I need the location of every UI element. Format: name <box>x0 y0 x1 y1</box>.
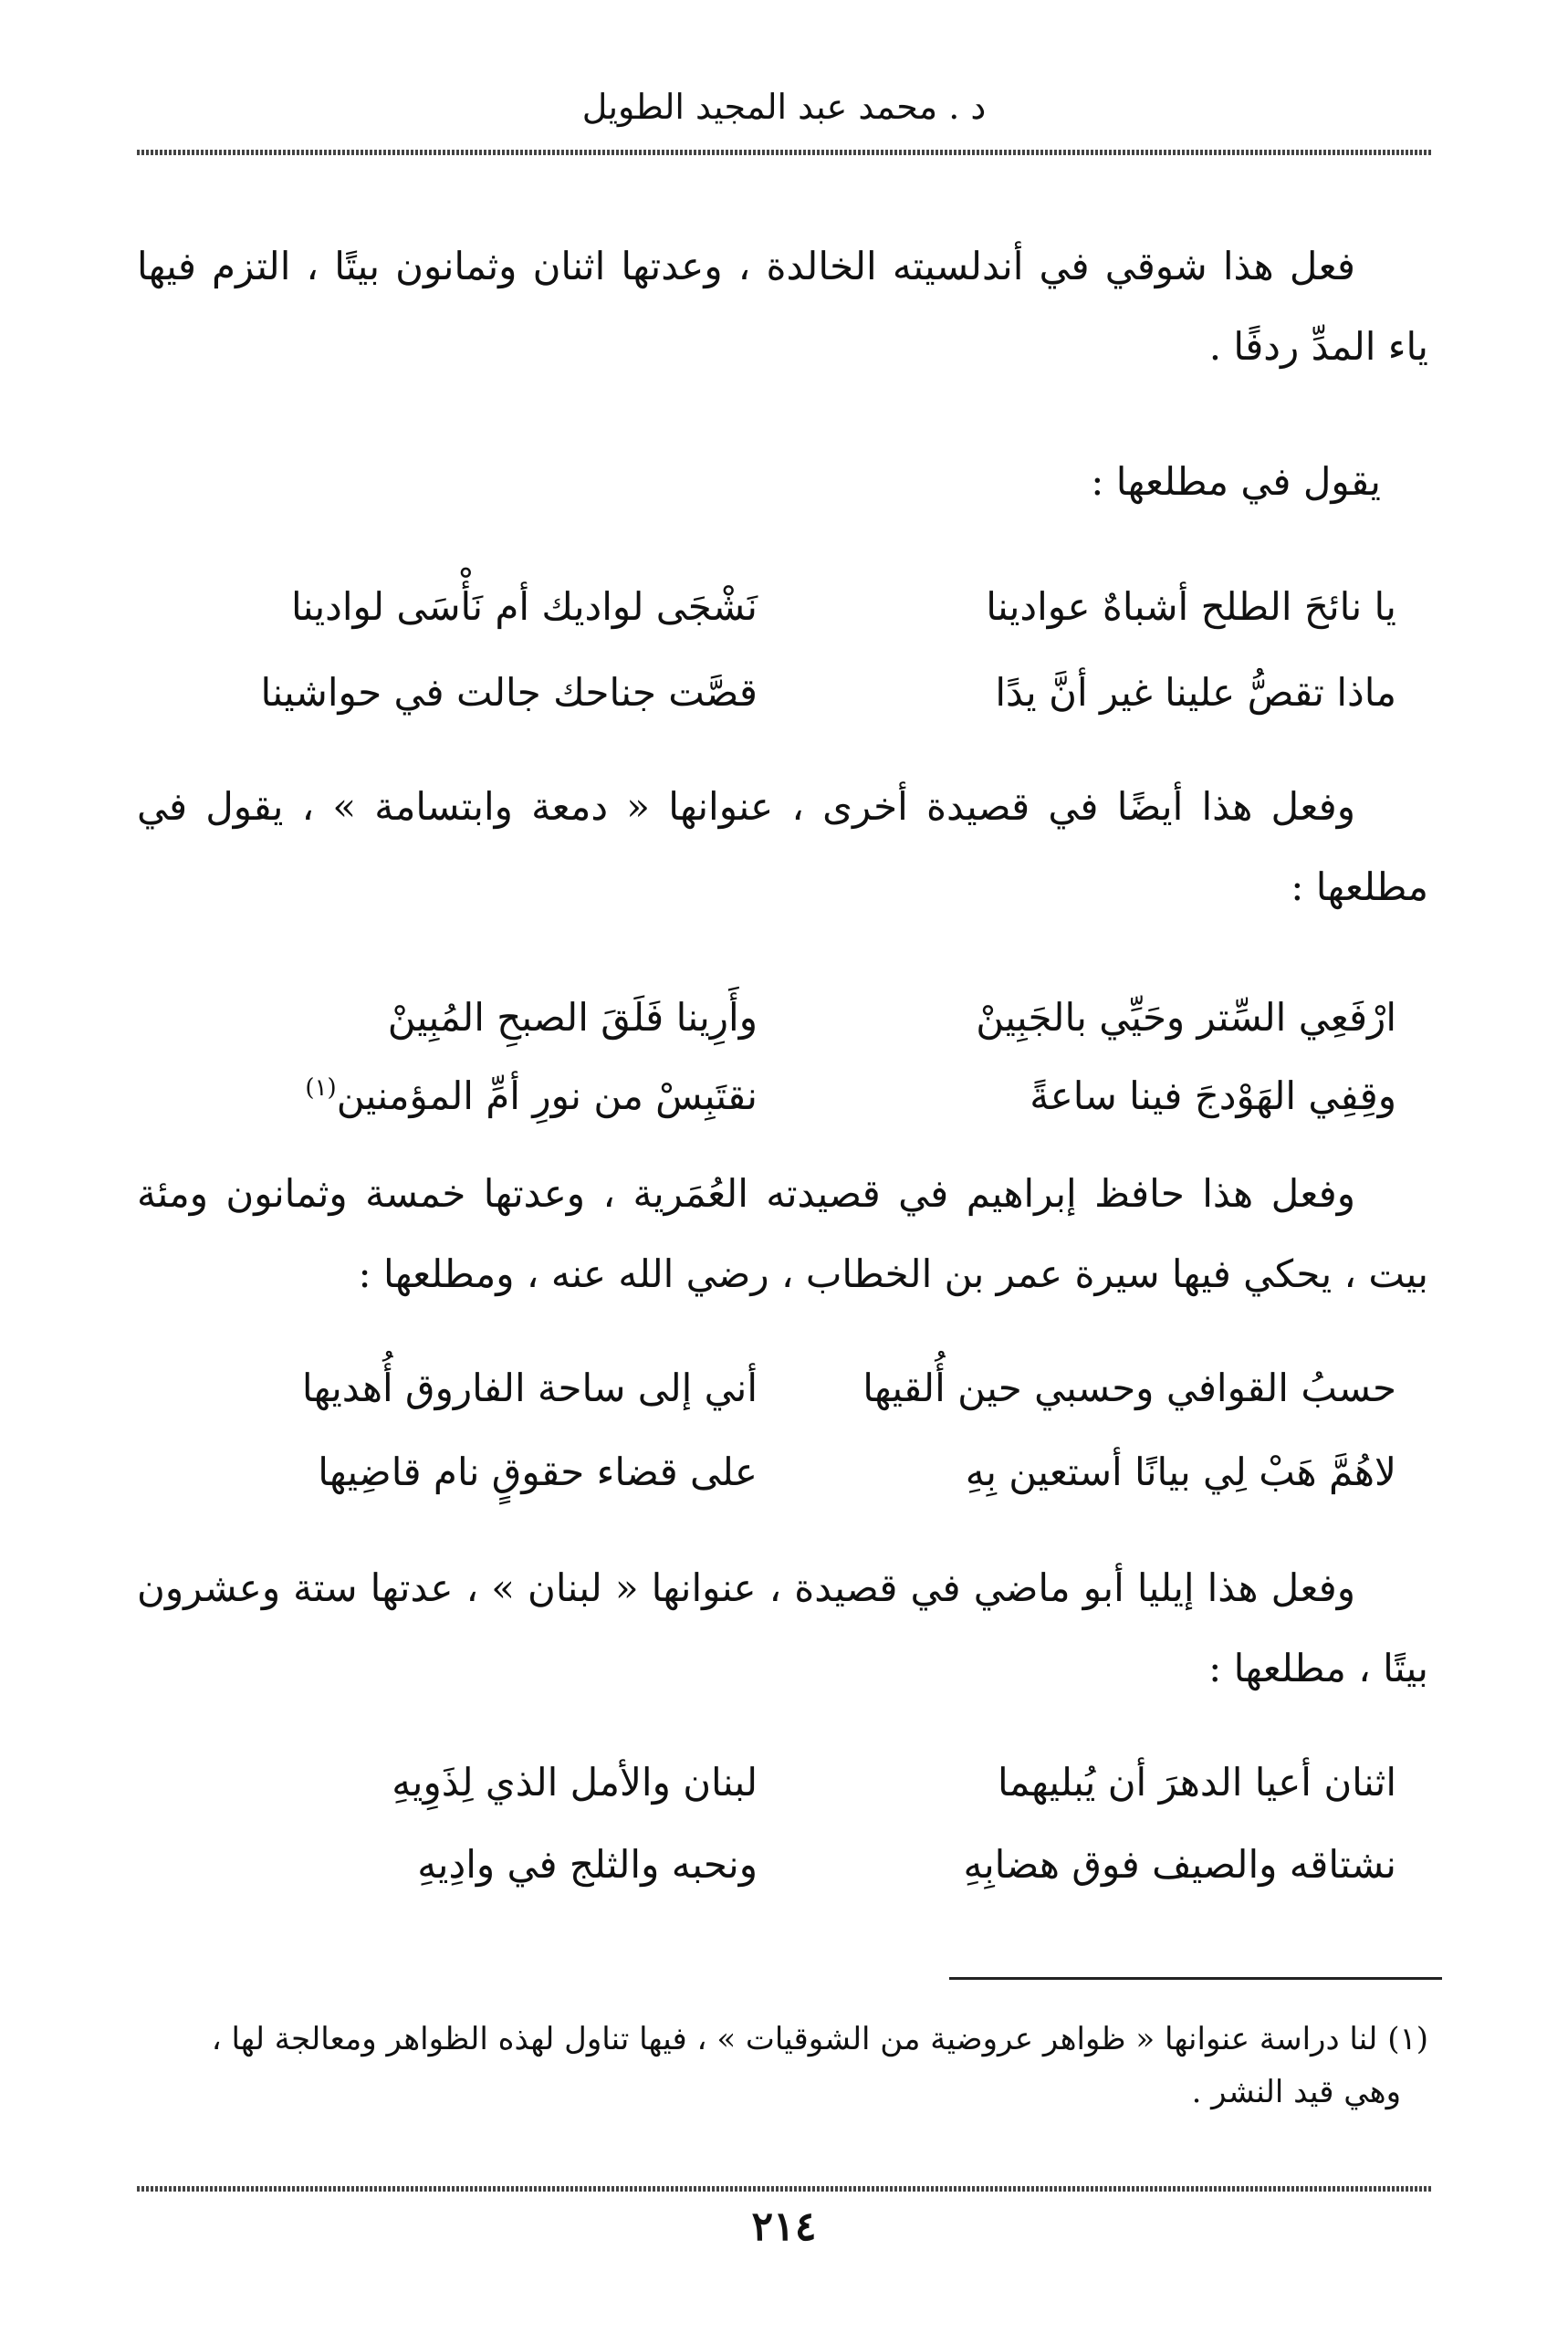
verse-hemistich-second: نَشْجَى لواديك أم نَأْسَى لوادينا <box>290 584 758 629</box>
verse-line <box>137 1747 1396 1818</box>
paragraph-3 <box>137 1154 1428 1314</box>
verse-hemistich-first: ارْفَعِي السِّتر وحَيِّي بالجَبِينْ <box>976 995 1396 1040</box>
running-header-author: د . محمد عبد المجيد الطويل <box>581 87 987 127</box>
paragraph-4-text: وفعل هذا إيليا أبو ماضي في قصيدة ، عنوانها « لبنان » ، عدتها ستة وعشرون بيتًا ، مطلعها : <box>137 1565 1428 1690</box>
paragraph-2-text: وفعل هذا أيضًا في قصيدة أخرى ، عنوانها « دمعة وابتسامة » ، يقول في مطلعها : <box>137 784 1428 909</box>
footer-rule <box>137 2186 1433 2192</box>
header-rule <box>137 150 1433 155</box>
verse-line <box>137 1437 1396 1508</box>
footnote <box>137 2013 1428 2119</box>
paragraph-1-text: فعل هذا شوقي في أندلسيته الخالدة ، وعدتها اثنان وثمانون بيتًا ، التزم فيها ياء المدِّ ردفًا . <box>137 244 1428 369</box>
verse-line <box>137 657 1396 728</box>
verse-hemistich-second <box>173 1061 758 1132</box>
verse-hemistich-first: يا نائحَ الطلح أشباهٌ عوادينا <box>986 584 1396 629</box>
verse-hemistich-second: أني إلى ساحة الفاروق أُهديها <box>301 1366 758 1410</box>
verse-line <box>137 982 1396 1053</box>
verse-hemistich-first: حسبُ القوافي وحسبي حين أُلقيها <box>862 1366 1396 1410</box>
verse-hemistich-first: لاهُمَّ هَبْ لِي بيانًا أستعين بِهِ <box>965 1449 1396 1494</box>
paragraph-4 <box>137 1548 1428 1709</box>
verse-line <box>137 1061 1396 1132</box>
footnote-line-1: (١) لنا دراسة عنوانها « ظواهر عروضية من الشوقيات » ، فيها تناول لهذه الظواهر ومعالجة لها ، <box>211 2021 1428 2057</box>
verse-hemistich-second: وأَرِينا فَلَقَ الصبحِ المُبِينْ <box>387 995 758 1040</box>
verse-hemistich-second: لبنان والأمل الذي لِذَوِيهِ <box>392 1760 758 1805</box>
verse-hemistich-second: ونحبه والثلج في وادِيهِ <box>417 1842 758 1887</box>
verse-hemistich-first: ماذا تقصُّ علينا غير أنَّ يدًا <box>995 670 1396 715</box>
paragraph-1 <box>137 226 1428 387</box>
verse-hemistich-second-text: نقتَبِسْ من نورِ أمِّ المؤمنين <box>336 1073 758 1118</box>
verse-line <box>137 1829 1396 1900</box>
intro-line: يقول في مطلعها : <box>1091 459 1381 504</box>
verse-line <box>137 1353 1396 1424</box>
footnote-marker: (١) <box>305 1074 337 1102</box>
verse-hemistich-second: على قضاء حقوقٍ نام قاضِيها <box>318 1449 758 1494</box>
paragraph-3-text: وفعل هذا حافظ إبراهيم في قصيدته العُمَرية ، وعدتها خمسة وثمانون ومئة بيت ، يحكي فيها سيرة عمر بن الخطاب ، رضي الله عنه ، ومطلعها : <box>137 1171 1428 1296</box>
paragraph-2 <box>137 767 1428 927</box>
verse-hemistich-second: قصَّت جناحك جالت في حواشينا <box>260 670 758 715</box>
verse-hemistich-first: نشتاقه والصيف فوق هضابِهِ <box>963 1842 1396 1887</box>
page-number: ٢١٤ <box>751 2203 817 2250</box>
verse-line <box>137 571 1396 643</box>
footnote-separator <box>949 1977 1442 1980</box>
verse-hemistich-first: اثنان أعيا الدهرَ أن يُبليهما <box>997 1760 1396 1805</box>
footnote-line-2: وهي قيد النشر . <box>1191 2074 1401 2110</box>
verse-hemistich-first: وقِفِي الهَوْدجَ فينا ساعةً <box>1030 1073 1396 1118</box>
